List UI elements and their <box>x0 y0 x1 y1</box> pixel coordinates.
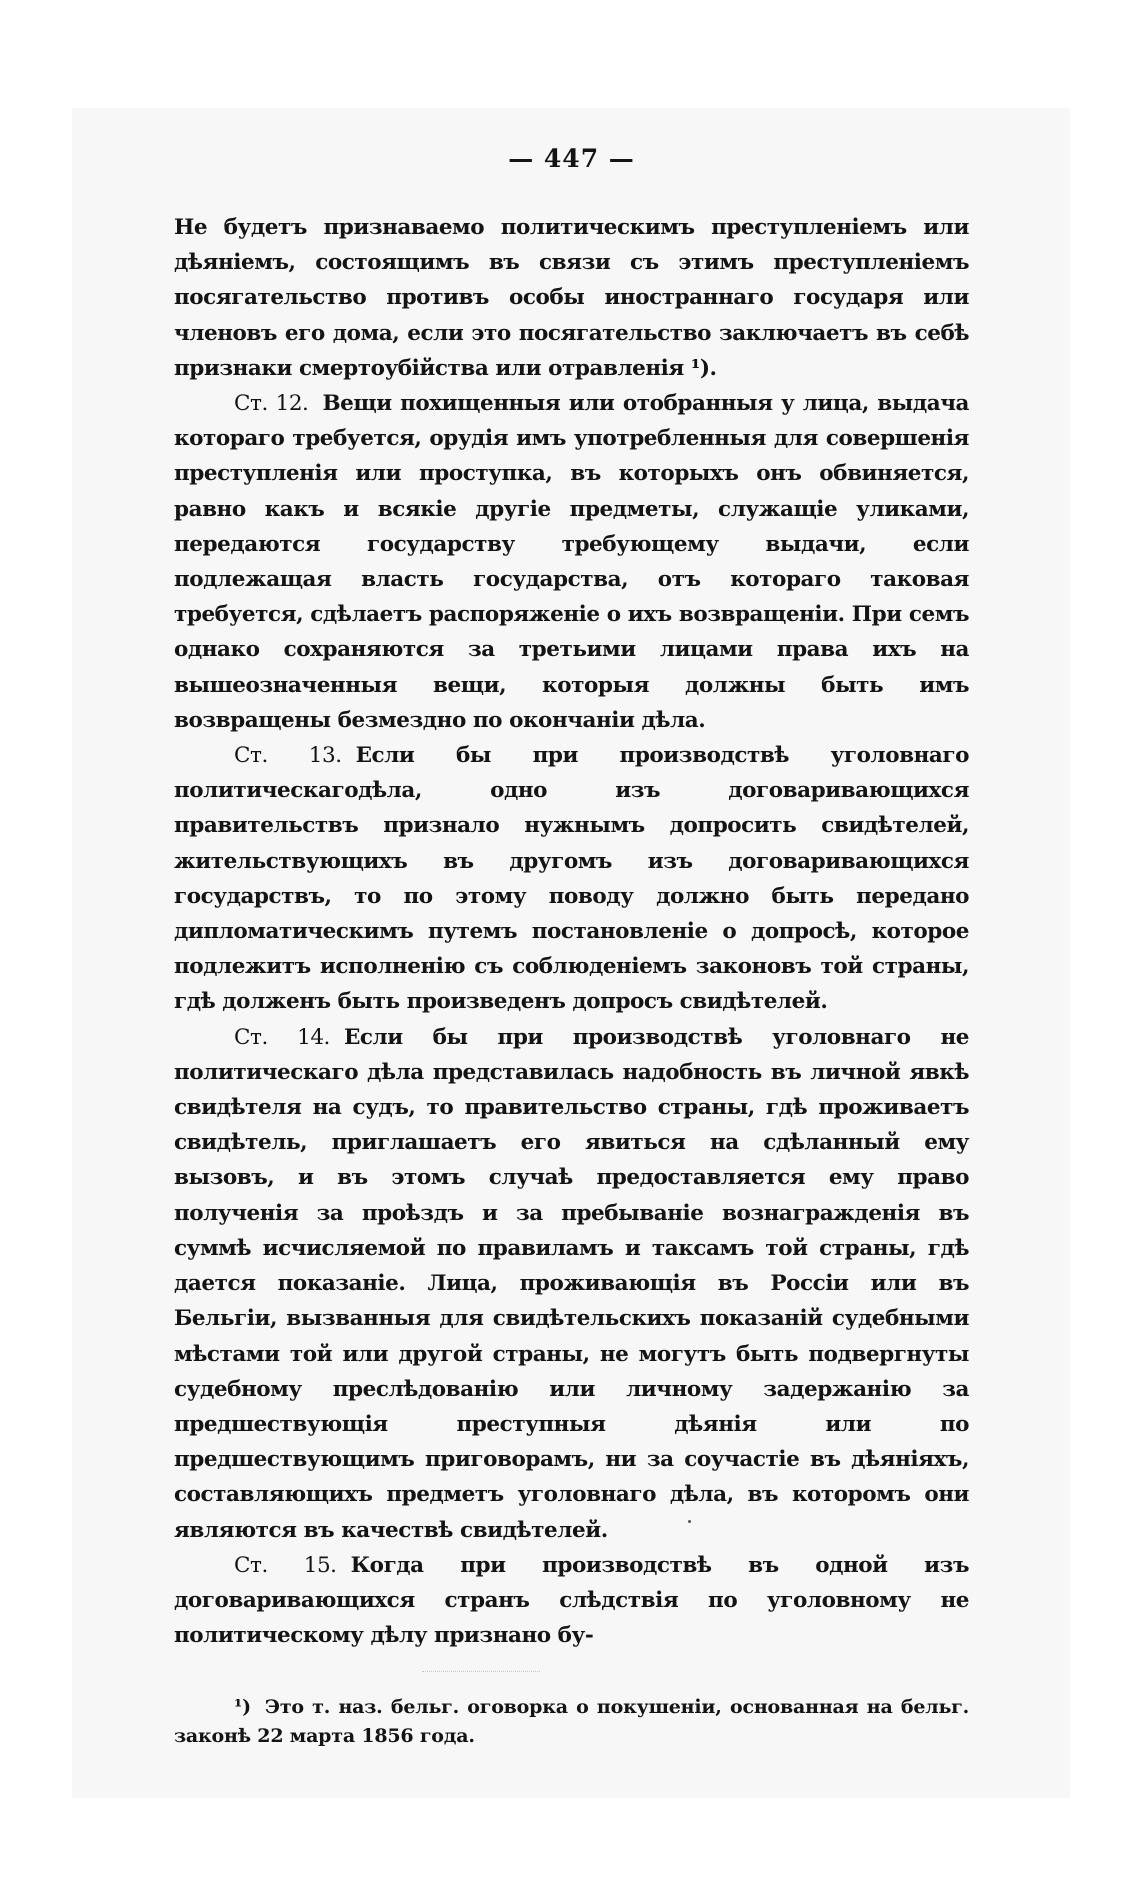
paragraph-text: Не будетъ признаваемо политическимъ преступленіемъ или дѣяніемъ, состоящимъ въ связи съ этимъ преступленіемъ посягательство противъ особы иностраннаго государя или членовъ его дома, если это посягательство заключаетъ въ себѣ признаки смертоубійства или отравленія ¹). <box>174 215 969 381</box>
footnote-text: Это т. наз. бельг. оговорка о покушеніи, основанная на бельг. законѣ 22 марта 1856 года. <box>174 1696 969 1748</box>
separator-rule <box>422 1671 540 1672</box>
paragraph-text: Когда при производствѣ въ одной изъ договаривающихся странъ слѣдствія по уголовному не политическому дѣлу признано бу- <box>174 1552 969 1649</box>
paragraph-continuation <box>174 210 969 386</box>
article-label: Ст. 15. <box>234 1552 337 1578</box>
article-label: Ст. 14. <box>234 1024 330 1050</box>
paragraph-text: Если бы при производствѣ уголовнаго политическагодѣла, одно изъ договаривающихся правительствъ признало нужнымъ допросить свидѣтелей, жительствующихъ въ другомъ изъ договаривающихся государствъ, то по этому поводу должно быть передано дипломатическимъ путемъ постановленіе о допросѣ, которое подлежитъ исполненію съ соблюденіемъ законовъ той страны, гдѣ долженъ быть произведенъ допросъ свидѣтелей. <box>174 743 970 1015</box>
footnote-marker: ¹) <box>234 1696 251 1719</box>
article-label: Ст. 12. <box>234 391 309 417</box>
book-page <box>174 140 969 1751</box>
article-14 <box>174 1020 969 1548</box>
article-13 <box>174 738 969 1020</box>
paragraph-text: Вещи похищенныя или отобранныя у лица, выдача котораго требуется, орудія имъ употребленныя для совершенія преступленія или проступка, въ которыхъ онъ обвиняется, равно какъ и всякіе другіе предметы, служащіе уликами, передаются государству требующему выдачи, если подлежащая власть государства, отъ котораго таковая требуется, сдѣлаетъ распоряженіе о ихъ возвращеніи. При семъ однако сохраняются за третьими лицами права ихъ на вышеозначенныя вещи, которыя должны быть имъ возвращены безмездно по окончаніи дѣла. <box>174 391 969 733</box>
footnote-separator <box>174 1667 969 1677</box>
article-label: Ст. 13. <box>234 743 342 769</box>
scan-speck <box>688 1520 691 1523</box>
article-12 <box>174 386 969 738</box>
article-15 <box>174 1548 969 1654</box>
footnote <box>174 1693 969 1751</box>
page-number: — 447 — <box>508 144 635 173</box>
paragraph-text: Если бы при производствѣ уголовнаго не политическаго дѣла представилась надобность въ личной явкѣ свидѣтеля на судъ, то правительство страны, гдѣ проживаетъ свидѣтель, приглашаетъ его явиться на сдѣланный ему вызовъ, и въ этомъ случаѣ предоставляется ему право полученія за проѣздъ и за пребываніе вознагражденія въ суммѣ исчисляемой по правиламъ и таксамъ той страны, гдѣ дается показаніе. Лица, проживающія въ Россіи или въ Бельгіи, вызванныя для свидѣтельскихъ показаній судебными мѣстами той или другой страны, не могутъ быть подвергнуты судебному преслѣдованію или личному задержанію за предшествующія преступныя дѣянія или по предшествующимъ приговорамъ, ни за соучастіе въ дѣяніяхъ, составляющихъ предметъ уголовнаго дѣла, въ которомъ они являются въ качествѣ свидѣтелей. <box>174 1024 969 1543</box>
